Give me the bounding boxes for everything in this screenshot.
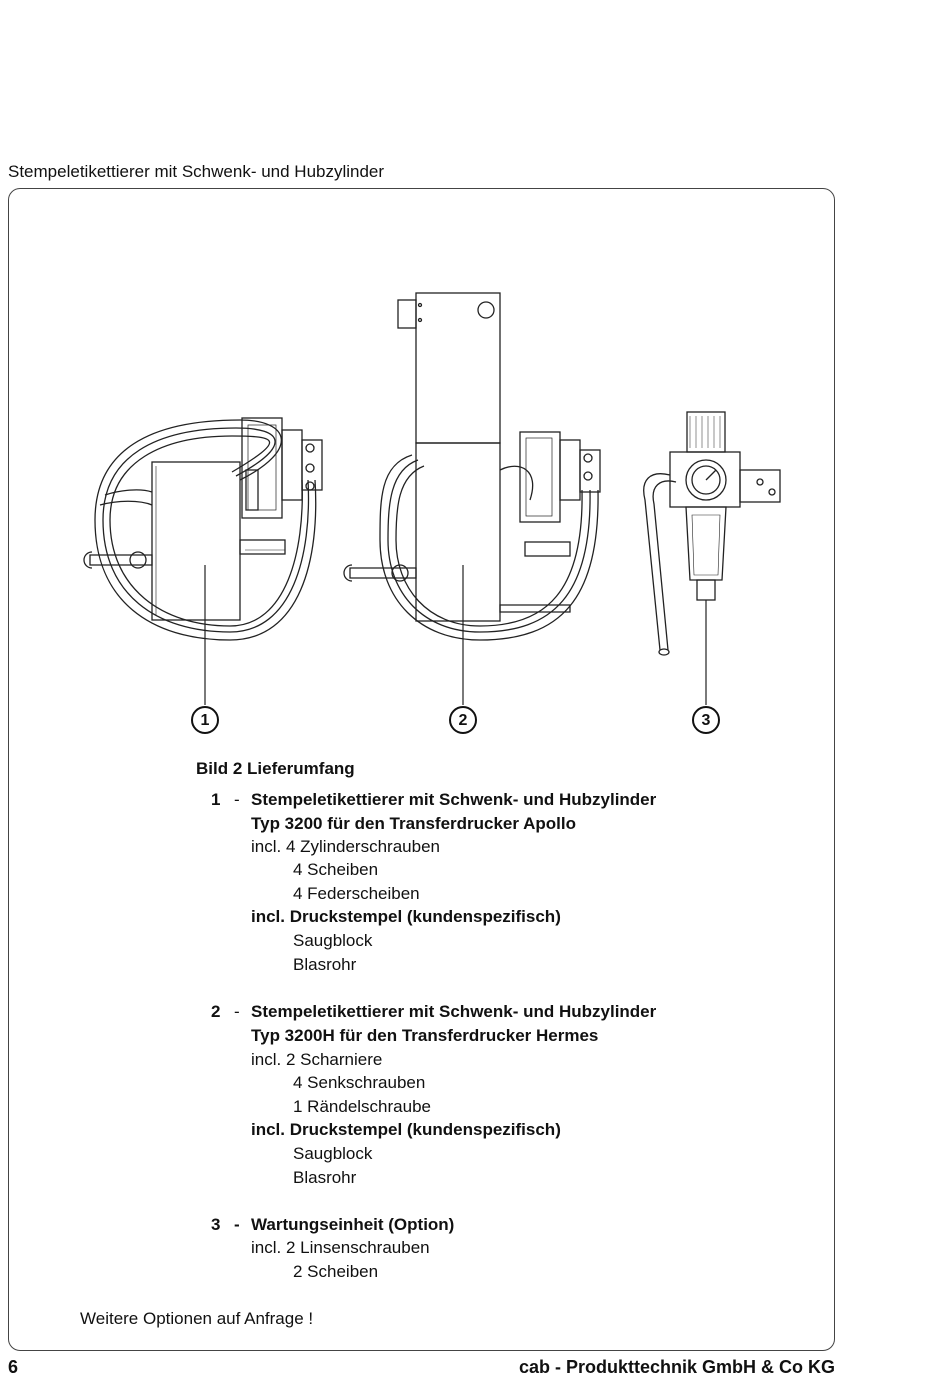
- item-2-extra-sub: Blasrohr: [293, 1168, 357, 1187]
- item-1-extra-sub: Blasrohr: [293, 955, 357, 974]
- item-1-incl-sub: 4 Federscheiben: [293, 884, 420, 903]
- item-3-dash: -: [234, 1215, 240, 1234]
- item-3-title: Wartungseinheit (Option): [251, 1215, 455, 1234]
- item-2-extra-sub: Saugblock: [293, 1144, 373, 1163]
- item-2-extra: incl. Druckstempel (kundenspezifisch): [251, 1120, 561, 1139]
- item-1-extra: incl. Druckstempel (kundenspezifisch): [251, 907, 561, 926]
- page-number: 6: [8, 1357, 19, 1377]
- item-2-incl-sub: 1 Rändelschraube: [293, 1097, 431, 1116]
- item-3-incl-sub: 2 Scheiben: [293, 1262, 379, 1281]
- item-3-number: 3: [211, 1215, 221, 1234]
- unit-2-drawing: [344, 293, 600, 705]
- item-2-number: 2: [211, 1002, 221, 1021]
- item-1-title-line2: Typ 3200 für den Transferdrucker Apollo: [251, 814, 576, 833]
- callout-1: 1: [191, 706, 219, 734]
- item-2-dash: -: [234, 1002, 240, 1021]
- item-1-incl-sub: 4 Scheiben: [293, 860, 379, 879]
- item-1-dash: -: [234, 790, 240, 809]
- callout-3: 3: [692, 706, 720, 734]
- item-1-extra-sub: Saugblock: [293, 931, 373, 950]
- footnote: Weitere Optionen auf Anfrage !: [80, 1309, 314, 1328]
- item-2-incl-sub: 4 Senkschrauben: [293, 1073, 426, 1092]
- product-drawing: [70, 285, 790, 705]
- callout-2: 2: [449, 706, 477, 734]
- company-name: cab - Produkttechnik GmbH & Co KG: [518, 1357, 835, 1377]
- item-2-incl: incl. 2 Scharniere: [251, 1050, 383, 1069]
- item-1-incl: incl. 4 Zylinderschrauben: [251, 837, 440, 856]
- item-2-title-line1: Stempeletikettierer mit Schwenk- und Hubzylinder: [251, 1002, 657, 1021]
- item-2-title-line2: Typ 3200H für den Transferdrucker Hermes: [251, 1026, 599, 1045]
- figure-caption: Bild 2 Lieferumfang: [196, 759, 355, 778]
- unit-3-drawing: [644, 412, 780, 705]
- item-3-incl: incl. 2 Linsenschrauben: [251, 1238, 430, 1257]
- item-1-number: 1: [211, 790, 221, 809]
- item-1-title-line1: Stempeletikettierer mit Schwenk- und Hubzylinder: [251, 790, 657, 809]
- unit-1-drawing: [84, 418, 322, 705]
- page-title: Stempeletikettierer mit Schwenk- und Hubzylinder: [8, 162, 385, 181]
